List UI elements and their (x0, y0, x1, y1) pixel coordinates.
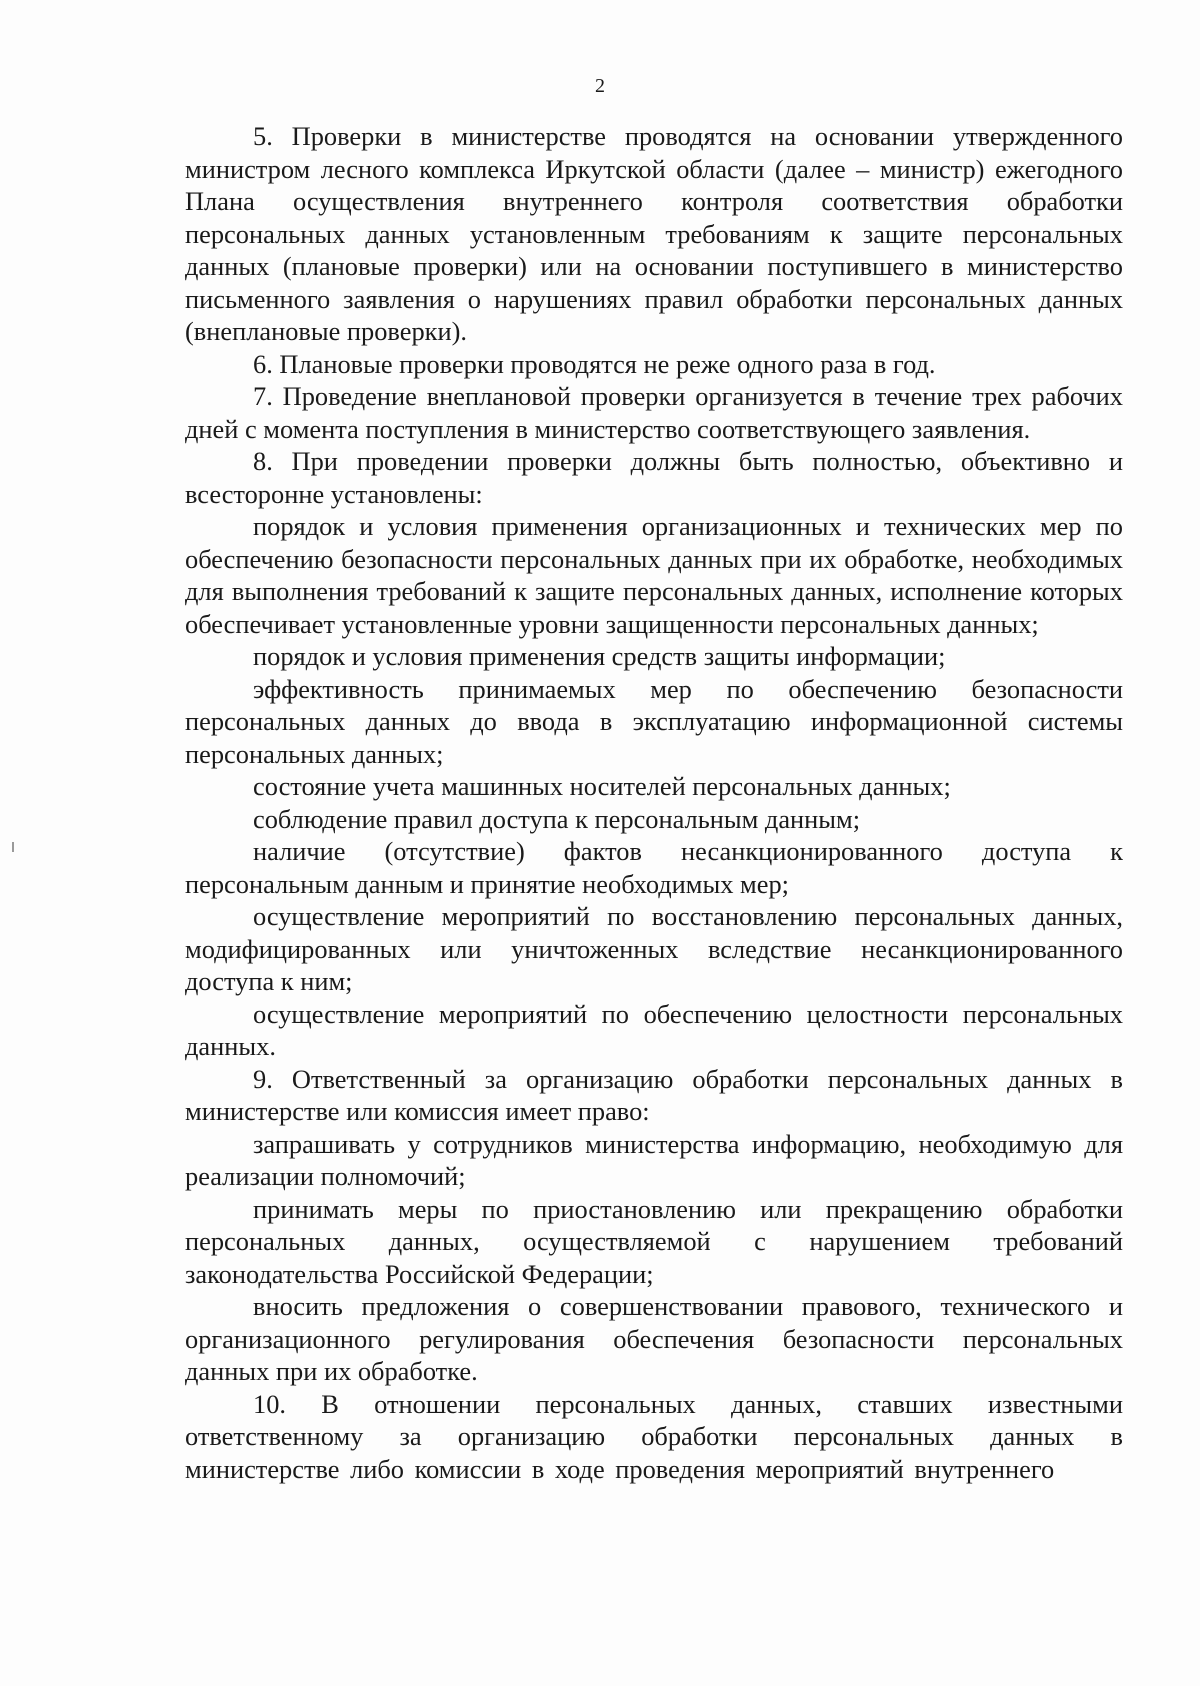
paragraph-item-9-point-3: вносить предложения о совершенствовании правового, технического и организационного регулирования обеспечения безопасности персональных данных при их обработке. (185, 1291, 1123, 1386)
paragraph-item-8-point-4: состояние учета машинных носителей персональных данных; (253, 771, 951, 801)
paragraph-item-8-point-2: порядок и условия применения средств защиты информации; (253, 641, 946, 671)
paragraph-item-8: 8. При проведении проверки должны быть полностью, объективно и всесторонне установлены: (185, 446, 1123, 509)
paragraph-item-9-point-1: запрашивать у сотрудников министерства информацию, необходимую для реализации полномочий; (185, 1128, 1123, 1191)
paragraph-item-10: 10. В отношении персональных данных, ставших известными ответственному за организацию обработки персональных данных в министерстве либо комиссии в ходе проведения мероприятий внутреннего (185, 1388, 1123, 1484)
page-number: 2 (595, 75, 605, 97)
document-body (185, 120, 1123, 1485)
paragraph-item-9: 9. Ответственный за организацию обработки персональных данных в министерстве или комиссия имеет право: (185, 1063, 1123, 1126)
paragraph-item-8-point-5: соблюдение правил доступа к персональным данным; (253, 803, 861, 834)
scan-margin-mark (12, 842, 14, 852)
paragraph-item-5: 5. Проверки в министерстве проводятся на основании утвержденного министром лесного комплекса Иркутской области (далее – министр) ежегодного Плана осуществления внутреннего контроля соответствия обработки персональных данных установленным требованиям к защите персональных данных (плановые проверки) или на основании поступившего в министерство письменного заявления о нарушениях правил обработки персональных данных (внеплановые проверки). (185, 121, 1123, 346)
paragraph-item-7: 7. Проведение внеплановой проверки организуется в течение трех рабочих дней с момента поступления в министерство соответствующего заявления. (185, 381, 1123, 444)
paragraph-item-8-point-1: порядок и условия применения организационных и технических мер по обеспечению безопасности персональных данных при их обработке, необходимых для выполнения требований к защите персональных данных, исполнение которых обеспечивает установленные уровни защищенности персональных данных; (185, 511, 1123, 639)
paragraph-item-8-point-7: осуществление мероприятий по восстановлению персональных данных, модифицированных или уничтоженных вследствие несанкционированного доступа к ним; (185, 901, 1123, 996)
paragraph-item-8-point-8: осуществление мероприятий по обеспечению целостности персональных данных. (185, 998, 1123, 1061)
paragraph-item-8-point-3: эффективность принимаемых мер по обеспечению безопасности персональных данных до ввода в эксплуатацию информационной системы персональных данных; (185, 673, 1123, 769)
paragraph-item-8-point-6: наличие (отсутствие) фактов несанкционированного доступа к персональным данным и принятие необходимых мер; (185, 836, 1123, 899)
paragraph-item-9-point-2: принимать меры по приостановлению или прекращению обработки персональных данных, осуществляемой с нарушением требований законодательства Российской Федерации; (185, 1193, 1123, 1289)
paragraph-item-6: 6. Плановые проверки проводятся не реже одного раза в год. (253, 348, 936, 379)
